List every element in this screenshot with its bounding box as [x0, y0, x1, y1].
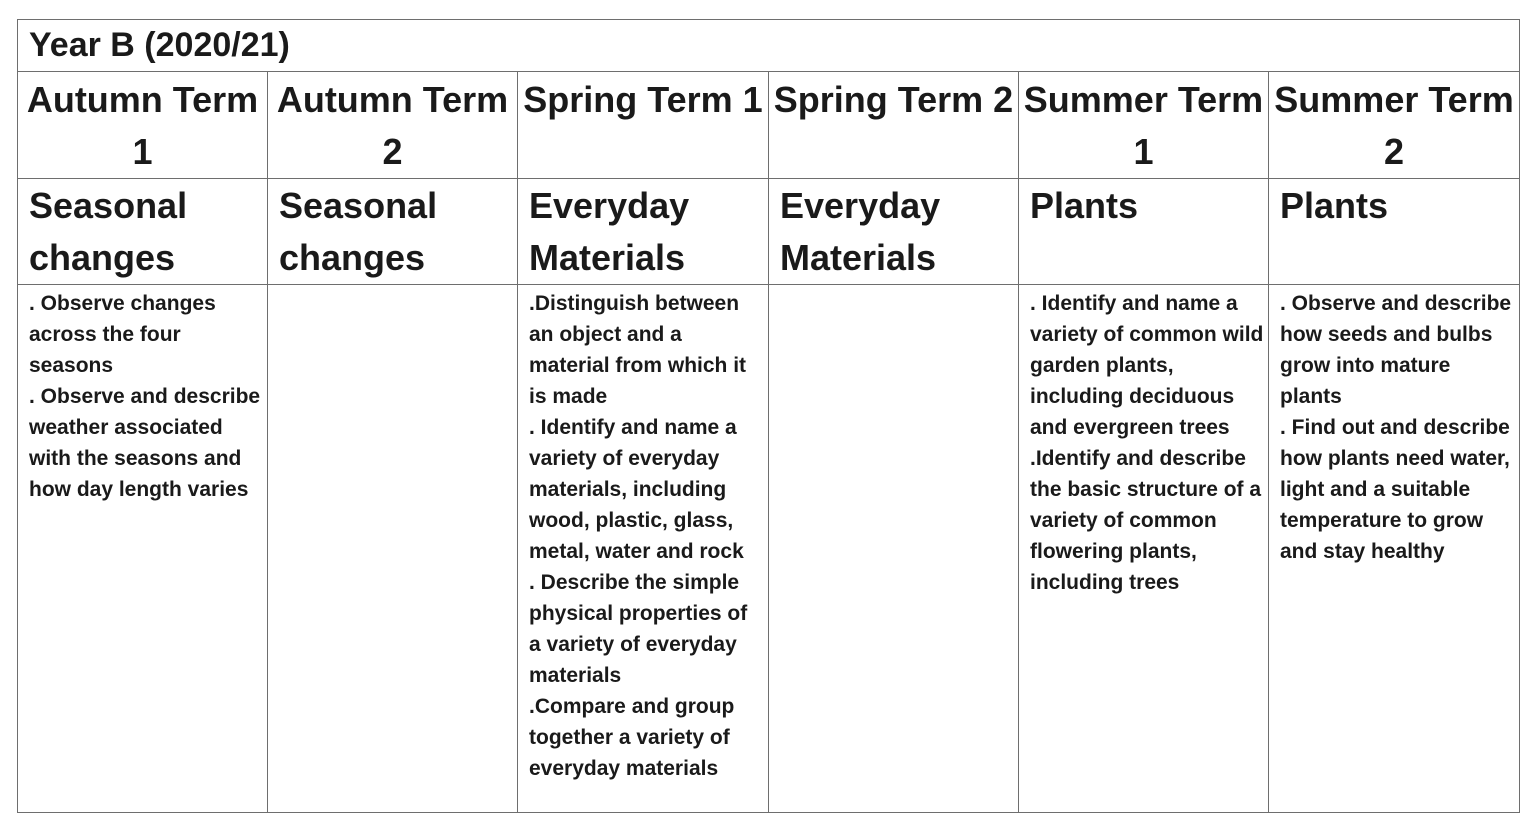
term-header-autumn-1: Autumn Term 1	[18, 72, 268, 179]
objectives-summer-1	[1019, 285, 1269, 813]
objectives-row	[18, 285, 1520, 813]
term-header-spring-1: Spring Term 1	[518, 72, 769, 179]
objective-item: .Identify and describe the basic structure of a variety of common flowering plants, including trees	[1030, 447, 1267, 594]
objective-item: . Observe changes across the four seasons	[29, 292, 222, 377]
topic-row	[18, 179, 1520, 285]
objective-item: . Describe the simple physical properties of a variety of everyday materials	[529, 571, 754, 687]
term-header-autumn-2: Autumn Term 2	[268, 72, 518, 179]
title-row	[18, 20, 1520, 72]
topic-summer-2: Plants	[1269, 179, 1520, 285]
year-title: Year B (2020/21)	[18, 20, 1520, 72]
objective-item: . Find out and describe how plants need water, light and a suitable temperature to grow and stay healthy	[1280, 416, 1516, 563]
term-header-row	[18, 72, 1520, 179]
topic-spring-2: Everyday Materials	[769, 179, 1019, 285]
topic-autumn-2: Seasonal changes	[268, 179, 518, 285]
topic-summer-1: Plants	[1019, 179, 1269, 285]
term-header-summer-2: Summer Term 2	[1269, 72, 1520, 179]
objective-item: .Compare and group together a variety of everyday materials	[529, 695, 741, 780]
objective-item: . Observe and describe weather associated with the seasons and how day length varies	[29, 385, 266, 501]
curriculum-table	[17, 19, 1520, 813]
objective-item: .Distinguish between an object and a material from which it is made	[529, 292, 752, 408]
term-header-summer-1: Summer Term 1	[1019, 72, 1269, 179]
objectives-summer-2	[1269, 285, 1520, 813]
objectives-spring-1	[518, 285, 769, 813]
topic-autumn-1: Seasonal changes	[18, 179, 268, 285]
objective-item: . Identify and name a variety of everyday materials, including wood, plastic, glass, metal, water and rock	[529, 416, 744, 563]
objectives-spring-2	[769, 285, 1019, 813]
objectives-autumn-2	[268, 285, 518, 813]
objective-item: . Observe and describe how seeds and bulbs grow into mature plants	[1280, 292, 1517, 408]
objective-item: . Identify and name a variety of common wild garden plants, including deciduous and evergreen trees	[1030, 292, 1270, 439]
topic-spring-1: Everyday Materials	[518, 179, 769, 285]
objectives-autumn-1	[18, 285, 268, 813]
term-header-spring-2: Spring Term 2	[769, 72, 1019, 179]
